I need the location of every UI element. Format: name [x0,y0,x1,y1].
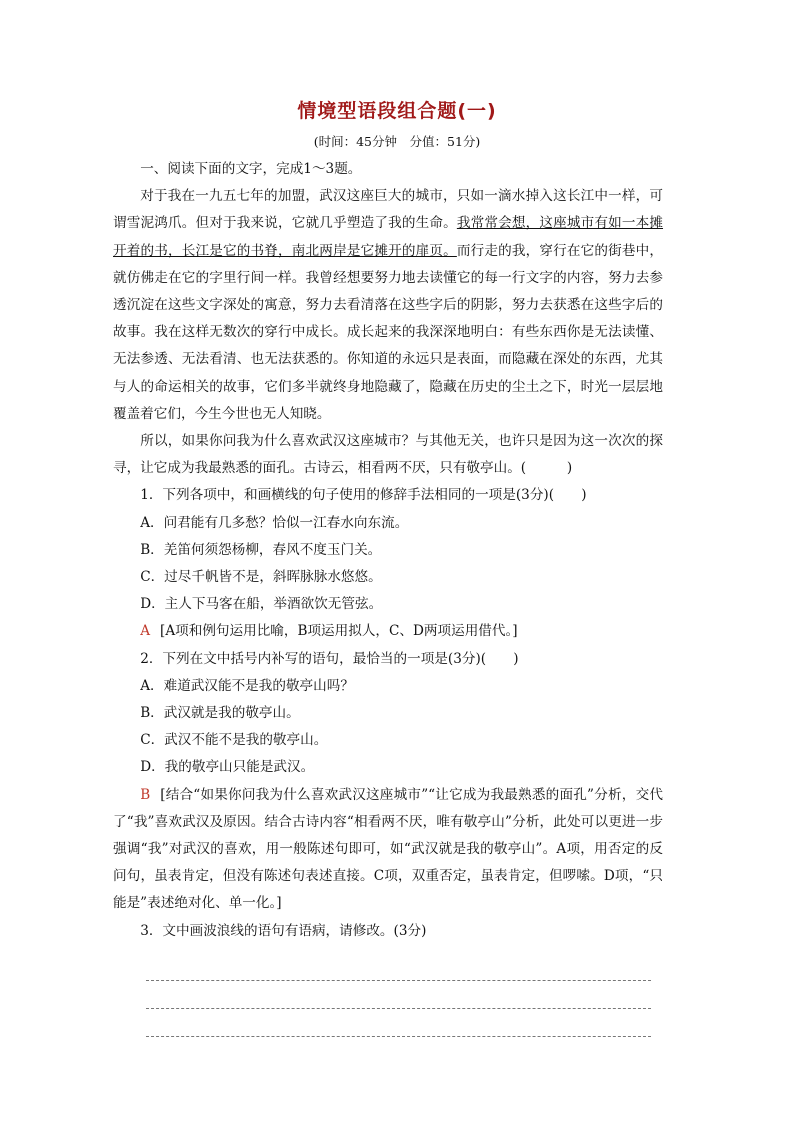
page-title: 情境型语段组合题(一) [297,100,497,122]
question-2-option-c: C．武汉不能不是我的敬亭山。 [140,732,328,749]
answer-line[interactable] [146,953,651,981]
passage-text: 对于我在一九五七年的加盟，武汉这座巨大的城市，只如一滴水掉入这长江中一样，可谓雪泥鸿爪。但对于我来说，它就几乎塑造了我的生命。 [113,188,663,232]
question-2-stem: 2．下列在文中括号内补写的语句，最恰当的一项是(3分)( ) [140,650,519,667]
passage-text: 而行走的我，穿行在它的街巷中，就仿佛走在它的字里行间一样。我曾经想要努力地去读懂它的每一行文字的内容，努力去参透沉淀在这些文字深处的寓意，努力去看清落在这些字后的阴影，努力去获悉在这些字后的故事。我在这样无数次的穿行中成长。成长起来的我深深地明白：有些东西你是无法读懂、无法参透、无法看清、也无法获悉的。你知道的永远只是表面，而隐藏在深处的东西，尤其与人的命运相关的故事，它们多半就终身地隐藏了，隐藏在历史的尘土之下，时光一层层地覆盖着它们，今生今世也无人知晓。 [113,242,664,422]
question-1-stem: 1．下列各项中，和画横线的句子使用的修辞手法相同的一项是(3分)( ) [140,487,587,504]
question-2-answer [113,782,663,918]
question-1-option-a: A．问君能有几多愁？恰似一江春水向东流。 [140,514,409,531]
question-1-option-c: C．过尽千帆皆不是，斜晖脉脉水悠悠。 [140,569,382,586]
time-score-info: (时间：45分钟 分值：51分) [313,134,481,149]
question-1-option-b: B．羌笛何须怨杨柳，春风不度玉门关。 [140,541,382,558]
question-1-option-d: D．主人下马客在船，举酒欲饮无管弦。 [140,596,383,613]
answer-explanation: [A项和例句运用比喻，B项运用拟人，C、D两项运用借代。] [160,623,518,640]
content [113,156,663,1037]
question-2-option-d: D．我的敬亭山只能是武汉。 [140,759,315,776]
question-1-answer [113,618,663,645]
underlined-sentence: 我常常会想，这座城市有如一本摊开着的书，长江是它的书脊，南北两岸是它摊开的扉页。 [113,215,664,259]
answer-explanation: [结合“如果你问我为什么喜欢武汉这座城市”“让它成为我最熟悉的面孔”分析，交代了“我”喜欢武汉及原因。结合古诗内容“相看两不厌，唯有敬亭山”分析，此处可以更进一步强调“我”对武汉的喜欢，用一般陈述句即可，如“武汉就是我的敬亭山”。A项，用否定的反问句，虽表肯定，但没有陈述句表述直接。C项，双重否定，虽表肯定，但啰嗦。D项，“只能是”表述绝对化、单一化。] [113,786,663,912]
answer-line[interactable] [146,981,651,1009]
question-2-option-a: A．难道武汉能不是我的敬亭山吗？ [140,677,354,694]
answer-letter: B [140,786,151,803]
answer-line[interactable] [146,1009,651,1037]
question-3-stem: 3．文中画波浪线的语句有语病，请修改。(3分) [140,922,427,939]
passage-paragraph-2: 所以，如果你问我为什么喜欢武汉这座城市？与其他无关，也许只是因为这一次次的探寻，让它成为我最熟悉的面孔。古诗云，相看两不厌，只有敬亭山。( ) [113,433,663,477]
answer-letter: A [140,623,151,640]
question-2-option-b: B．武汉就是我的敬亭山。 [140,705,300,722]
passage-paragraph-1 [113,183,663,428]
section-heading: 一、阅读下面的文字，完成1～3题。 [140,161,362,177]
